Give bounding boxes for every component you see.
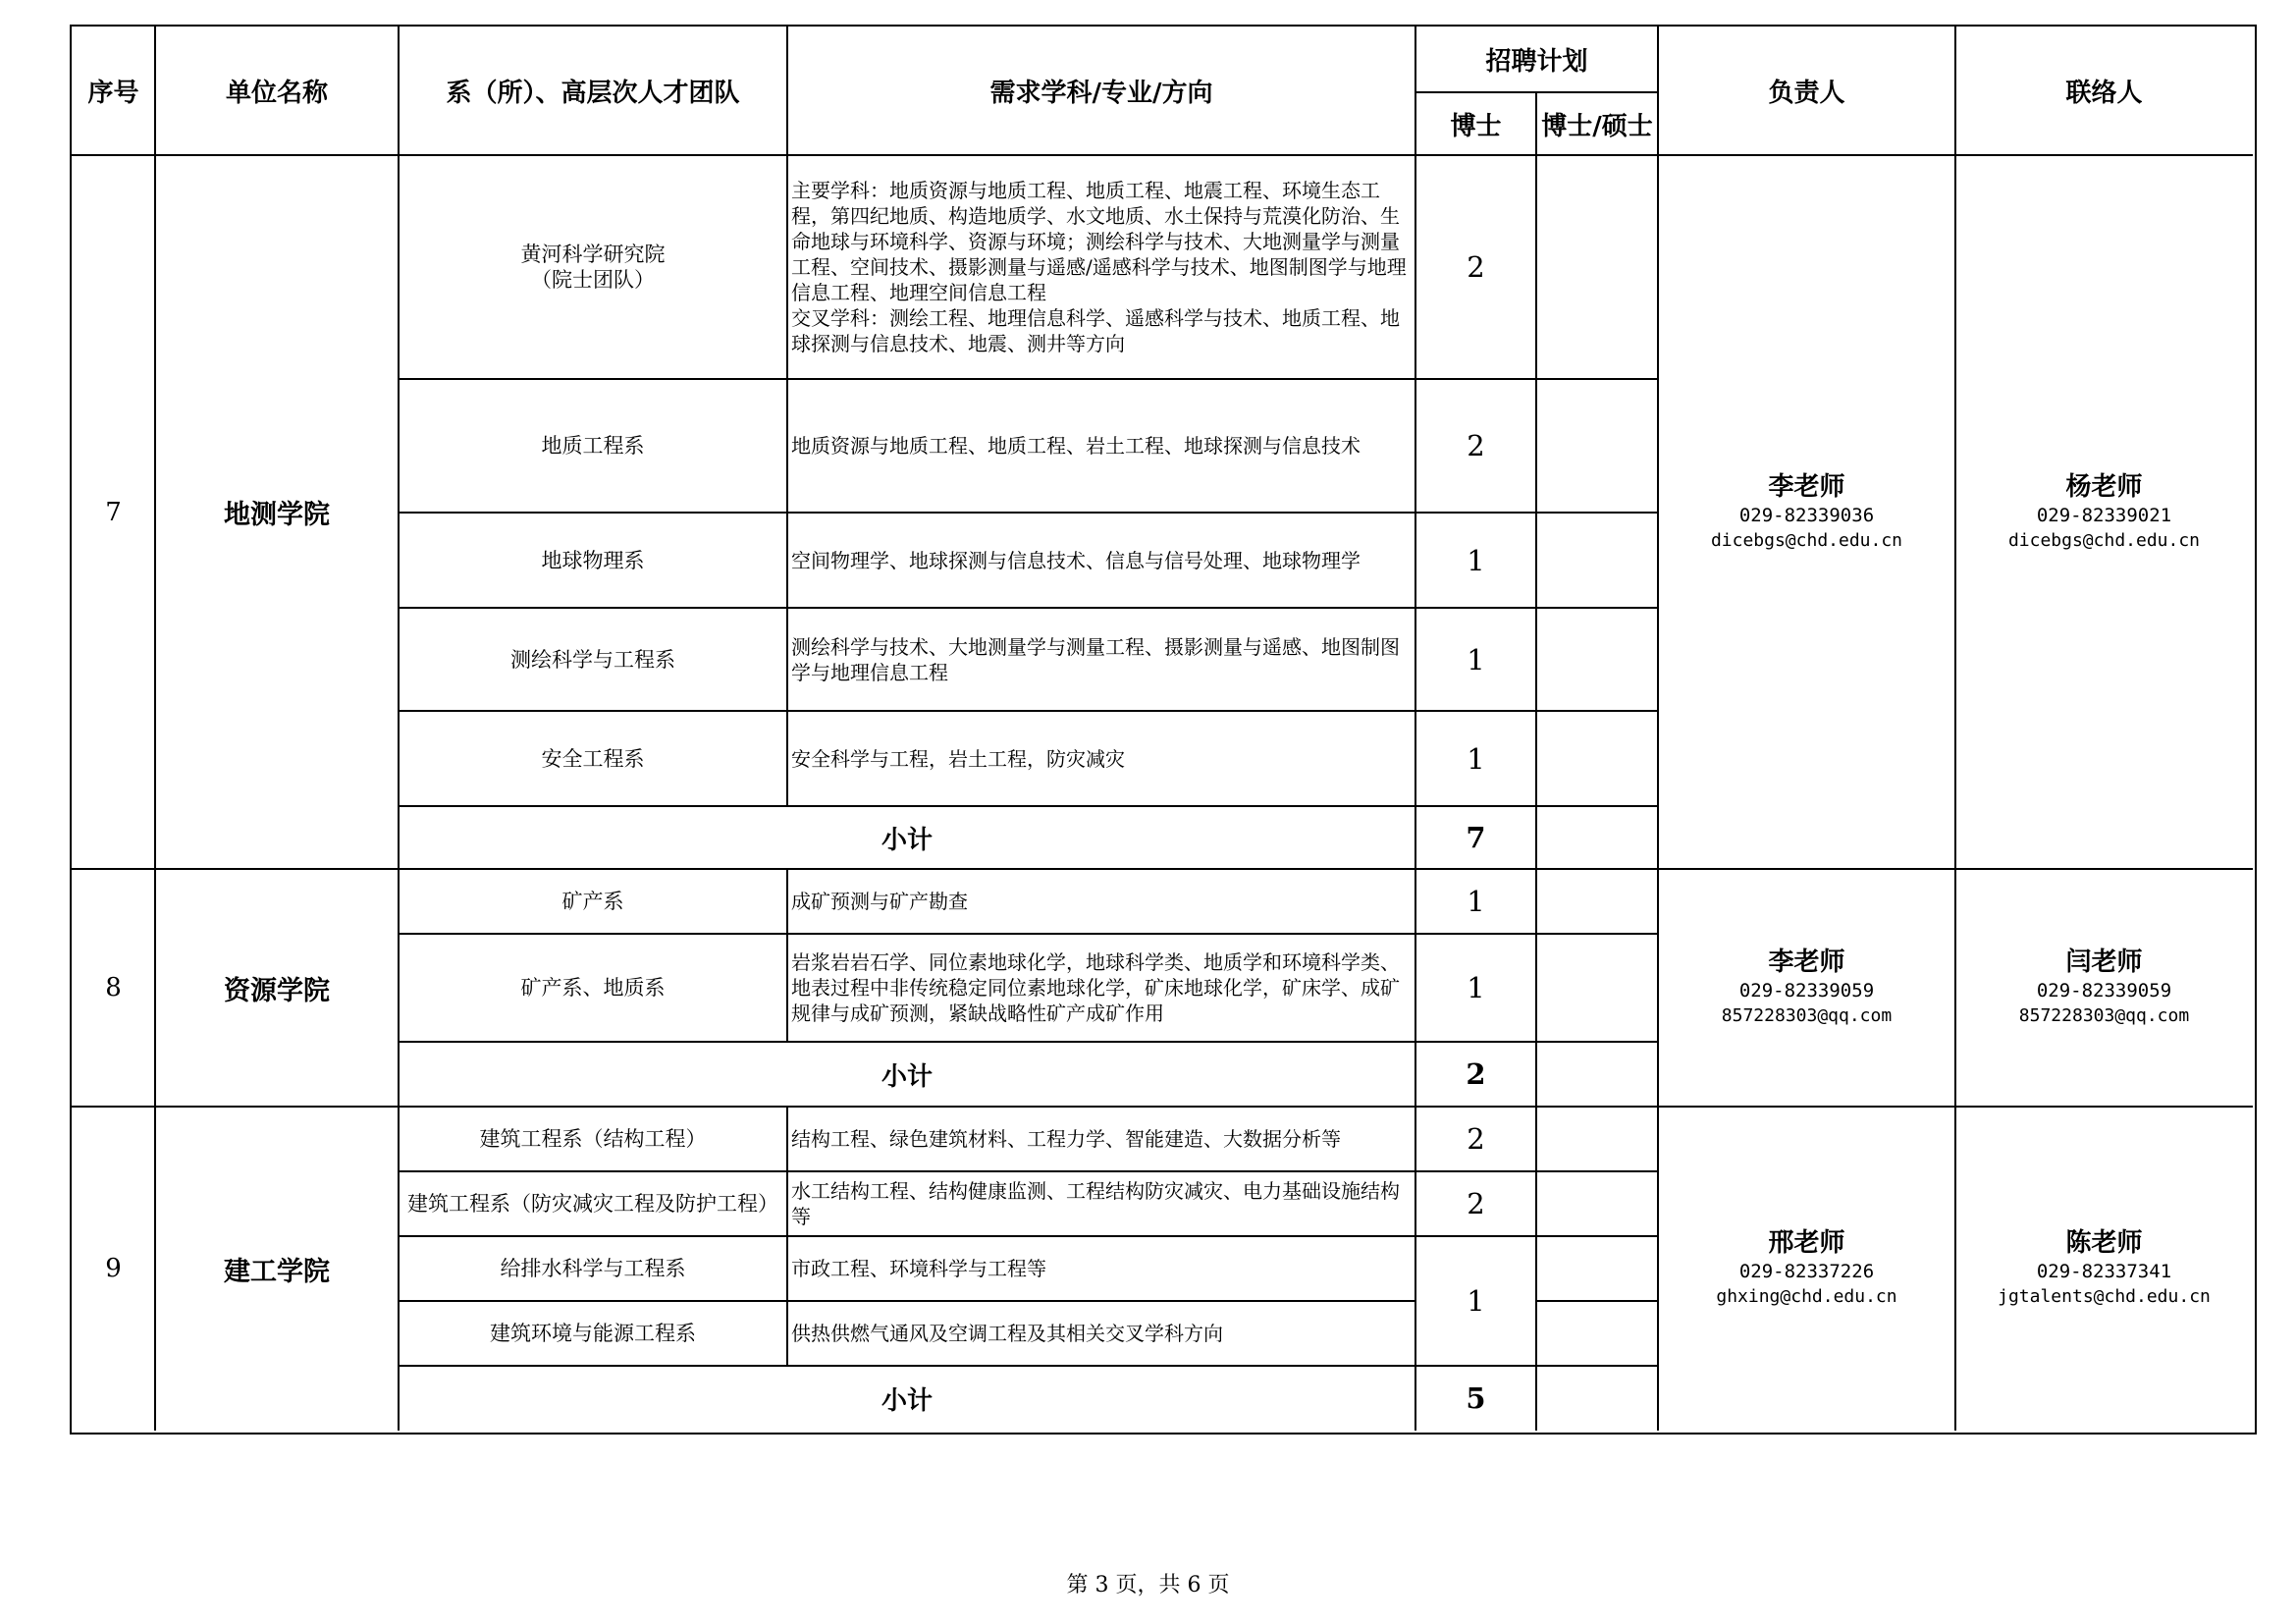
dept-cell: 地球物理系 <box>541 548 645 572</box>
requirement-cell: 成矿预测与矿产勘查 <box>791 890 968 913</box>
contact-phone: 029-82339021 <box>2036 504 2172 526</box>
seq-cell: 7 <box>105 497 122 527</box>
phd-count: 2 <box>1467 429 1485 462</box>
manager-phone: 029-82337226 <box>1738 1261 1875 1282</box>
contact-name: 闫老师 <box>2065 947 2143 977</box>
manager-cell <box>1658 155 1955 869</box>
contact-cell <box>1955 155 2253 869</box>
manager-name: 李老师 <box>1768 947 1845 977</box>
contact-name: 陈老师 <box>2065 1228 2143 1258</box>
dept-line: 黄河科学研究院 <box>520 243 666 266</box>
unit-name: 地测学院 <box>224 500 330 530</box>
grid-line <box>399 1365 1658 1367</box>
grid-line <box>1954 27 1956 1431</box>
dept-cell: 安全工程系 <box>541 746 645 771</box>
requirement-cell: 测绘科学与技术、大地测量学与测量工程、摄影测量与遥感、地图制图学与地理信息工程 <box>791 634 1400 684</box>
contact-cell <box>1955 869 2253 1107</box>
dept-cell: 矿产系、地质系 <box>520 976 666 1000</box>
phd-count: 1 <box>1467 543 1485 577</box>
grid-line <box>1657 27 1659 1431</box>
grid-line <box>399 378 1658 380</box>
contact-cell <box>1955 1107 2253 1431</box>
phd-count: 1 <box>1467 885 1485 918</box>
grid-line <box>399 1041 1658 1043</box>
grid-line <box>399 512 1658 514</box>
subtotal-value: 2 <box>1466 1057 1486 1091</box>
seq-cell: 8 <box>105 973 122 1002</box>
contact-email: dicebgs@chd.edu.cn <box>2007 529 2201 551</box>
dept-cell: 测绘科学与工程系 <box>510 647 675 672</box>
header-contact: 联络人 <box>2065 79 2143 108</box>
dept-cell: 建筑工程系（结构工程） <box>479 1127 707 1151</box>
requirement-cell: 市政工程、环境科学与工程等 <box>791 1257 1046 1280</box>
manager-email: dicebgs@chd.edu.cn <box>1710 529 1903 551</box>
requirement-cell: 安全科学与工程，岩土工程，防灾减灾 <box>791 746 1125 771</box>
phd-count: 1 <box>1467 741 1485 776</box>
subtotal-label: 小计 <box>881 1061 933 1092</box>
header-dept: 系（所）、高层次人才团队 <box>446 79 740 108</box>
recruitment-table <box>70 25 2257 1435</box>
grid-line <box>1415 91 1658 93</box>
grid-line <box>154 27 156 1431</box>
contact-phone: 029-82337341 <box>2036 1261 2172 1282</box>
header-phd-master: 博士/硕士 <box>1541 111 1653 141</box>
subtotal-label: 小计 <box>881 825 933 855</box>
subtotal-value: 5 <box>1466 1381 1486 1415</box>
grid-line <box>1536 1300 1658 1302</box>
requirement-cell: 地质资源与地质工程、地质工程、岩土工程、地球探测与信息技术 <box>791 434 1361 458</box>
phd-count: 1 <box>1467 1284 1485 1318</box>
dept-cell: 建筑工程系（防灾减灾工程及防护工程） <box>407 1192 778 1216</box>
contact-email: 857228303@qq.com <box>2018 1005 2190 1026</box>
phd-count: 2 <box>1467 250 1485 284</box>
header-unit: 单位名称 <box>225 79 328 108</box>
grid-line <box>399 1235 1658 1237</box>
dept-cell: 建筑环境与能源工程系 <box>490 1322 696 1345</box>
header-seq: 序号 <box>87 79 139 108</box>
manager-cell <box>1658 1107 1955 1431</box>
manager-cell <box>1658 869 1955 1107</box>
grid-line <box>1535 91 1537 1431</box>
phd-count: 2 <box>1467 1122 1485 1156</box>
manager-email: 857228303@qq.com <box>1721 1005 1893 1026</box>
grid-line <box>786 27 788 806</box>
header-plan: 招聘计划 <box>1485 47 1588 77</box>
unit-name: 建工学院 <box>224 1256 330 1287</box>
grid-line <box>398 27 400 1431</box>
grid-line <box>1415 27 1416 1431</box>
phd-count: 2 <box>1467 1187 1485 1220</box>
manager-phone: 029-82339036 <box>1738 504 1875 526</box>
phd-count: 1 <box>1467 971 1485 1004</box>
requirement-cell: 供热供燃气通风及空调工程及其相关交叉学科方向 <box>791 1322 1223 1345</box>
dept-cell: 地质工程系 <box>541 434 645 458</box>
phd-count: 1 <box>1467 642 1485 677</box>
grid-line <box>786 869 788 1042</box>
grid-line <box>399 1300 1415 1302</box>
subtotal-label: 小计 <box>881 1385 933 1416</box>
dept-line: （院士团队） <box>531 268 655 292</box>
grid-line <box>399 607 1658 609</box>
page-footer: 第 3 页，共 6 页 <box>1066 1573 1230 1597</box>
manager-email: ghxing@chd.edu.cn <box>1716 1286 1897 1307</box>
header-req: 需求学科/专业/方向 <box>989 79 1213 108</box>
grid-line <box>72 1106 2253 1108</box>
manager-name: 李老师 <box>1768 471 1845 502</box>
manager-name: 邢老师 <box>1768 1228 1845 1258</box>
requirement-cell: 岩浆岩岩石学、同位素地球化学，地球科学类、地质学和环境科学类、地表过程中非传统稳定同位素地球化学，矿床地球化学，矿床学、成矿规律与成矿预测，紧缺战略性矿产成矿作用 <box>791 950 1400 1025</box>
dept-cell: 给排水科学与工程系 <box>500 1257 686 1280</box>
manager-phone: 029-82339059 <box>1738 980 1875 1001</box>
requirement-cell: 水工结构工程、结构健康监测、工程结构防灾减灾、电力基础设施结构等 <box>791 1179 1400 1228</box>
contact-name: 杨老师 <box>2065 471 2143 502</box>
grid-line <box>399 1170 1658 1172</box>
grid-line <box>399 805 1658 807</box>
contact-phone: 029-82339059 <box>2036 980 2172 1001</box>
header-phd: 博士 <box>1450 111 1502 141</box>
requirement-cell: 结构工程、绿色建筑材料、工程力学、智能建造、大数据分析等 <box>791 1127 1341 1151</box>
dept-cell: 矿产系 <box>561 890 624 913</box>
subtotal-value: 7 <box>1466 821 1486 854</box>
grid-line <box>399 710 1658 712</box>
requirement-cell: 主要学科：地质资源与地质工程、地质工程、地震工程、环境生态工程，第四纪地质、构造地质学、水文地质、水土保持与荒漠化防治、生命地球与环境科学、资源与环境；测绘科学与技术、大地测量学与测量工程、空间技术、摄影测量与遥感/遥感科学与技术、地图制图学与地理信息工程、地理空间信息工程 交叉学科：测绘工程、地理信息科学、遥感科学与技术、地质工程、地球探测与信息技术、地震、测井等方向 <box>791 179 1407 355</box>
grid-line <box>72 868 2253 870</box>
requirement-cell: 空间物理学、地球探测与信息技术、信息与信号处理、地球物理学 <box>791 548 1361 572</box>
contact-email: jgtalents@chd.edu.cn <box>1998 1286 2211 1307</box>
dept-cell <box>399 155 787 379</box>
grid-line <box>72 154 2253 156</box>
unit-name: 资源学院 <box>224 975 330 1006</box>
grid-line <box>399 933 1658 935</box>
seq-cell: 9 <box>105 1254 122 1283</box>
header-manager: 负责人 <box>1768 79 1845 108</box>
